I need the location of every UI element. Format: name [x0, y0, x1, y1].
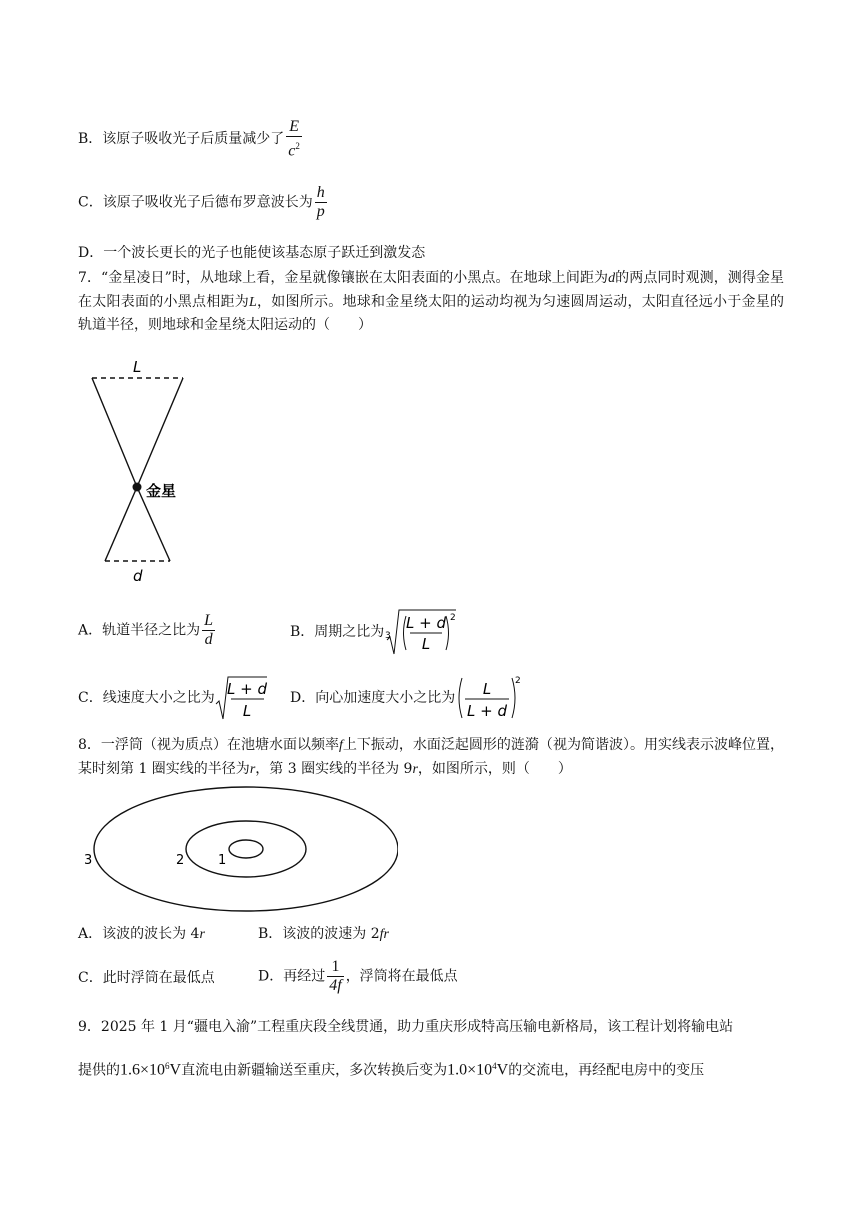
- q9-line-2: [78, 1056, 704, 1081]
- fraction-numerator: E: [286, 118, 302, 137]
- denominator-exponent: 2: [295, 141, 300, 151]
- q8-stem-part4: ，如图所示，则（ ）: [417, 760, 572, 777]
- root-index: 3: [385, 631, 392, 641]
- q9-voltage-2: 1.0×10: [447, 1061, 493, 1079]
- q6-option-b-fraction: [286, 118, 302, 160]
- q9-line-2-part-b: 直流电由新疆输送至重庆，多次转换后变为: [181, 1062, 448, 1079]
- q7-option-d-expression: [455, 674, 523, 722]
- q7-option-b-label: B．周期之比为: [290, 624, 385, 640]
- inner-denominator: L: [422, 635, 431, 653]
- ripple-label-2: 2: [176, 853, 185, 868]
- fraction-denominator: p: [316, 203, 325, 220]
- q7-option-d: [290, 674, 523, 722]
- q6-option-b: [78, 118, 304, 160]
- fraction-denominator: L + d: [467, 702, 508, 720]
- q8-stem-part2: 上下振动，水面泛起圆形的涟漪（视为简谐波）。用实线表示波峰位置，某时刻第 1 圈实线的半径为: [78, 737, 785, 777]
- q6-option-c: [78, 184, 329, 221]
- q8-option-d-tail: ，浮筒将在最低点: [345, 968, 458, 985]
- left-lower-ray: [105, 487, 137, 561]
- q8-option-a-var: r: [199, 927, 205, 942]
- ripple-1: [229, 840, 263, 858]
- q7-option-c-expression: [215, 674, 269, 722]
- q9-line-1: 9．2025 年 1 月“疆电入渝”工程重庆段全线贯通，助力重庆形成特高压输电新格局，该工程计划将输电站: [78, 1019, 734, 1035]
- venus-label: 金星: [146, 482, 177, 500]
- fraction-numerator: h: [316, 184, 325, 201]
- q9-voltage-2-exp: 4: [492, 1061, 497, 1071]
- q9-voltage-1-exp: 6: [165, 1061, 170, 1071]
- inner-numerator: L + d: [406, 614, 447, 632]
- q7-var-l: L: [249, 294, 257, 310]
- left-upper-ray: [92, 378, 137, 487]
- q8-stem-part3: ，第 3 圈实线的半径为 9: [255, 760, 413, 777]
- right-upper-ray: [137, 378, 183, 487]
- denominator-base: c: [288, 142, 296, 160]
- fraction-denominator: [286, 137, 302, 160]
- q7-option-b: [290, 606, 470, 658]
- power-exponent: 2: [450, 613, 457, 623]
- q8-stem-part1: 8．一浮筒（视为质点）在池塘水面以频率: [78, 737, 339, 753]
- q6-option-c-fraction: [315, 184, 327, 221]
- fraction-denominator: 4f: [329, 977, 342, 994]
- q9-voltage-1-unit: V: [169, 1061, 182, 1079]
- q8-option-d-fraction: [327, 958, 343, 995]
- q8-option-a: [78, 924, 205, 945]
- q6-option-c-label: C．该原子吸收光子后德布罗意波长为: [78, 194, 313, 211]
- q8-option-d-label: D．再经过: [258, 968, 326, 985]
- q8-var-r2: r: [412, 761, 418, 777]
- inner-denominator: L: [242, 702, 251, 720]
- bottom-label: d: [133, 567, 143, 585]
- fraction-numerator: L: [483, 680, 492, 698]
- q7-stem-part3: ，如图所示。地球和金星绕太阳的运动均视为匀速圆周运动，太阳直径远小于金星的轨道半径，则地球和金星绕太阳运动的（ ）: [78, 293, 785, 333]
- ripple-2: [186, 821, 306, 877]
- fraction-numerator: 1: [327, 958, 343, 977]
- left-paren: [459, 678, 462, 718]
- q8-ripple-figure: [78, 785, 398, 917]
- q8-option-d: [258, 958, 458, 995]
- q6-option-b-label: B．该原子吸收光子后质量减少了: [78, 131, 285, 148]
- q7-stem-part1: 7．“金星凌日”时，从地球上看，金星就像镶嵌在太阳表面的小黑点。在地球上间距为: [78, 270, 609, 286]
- q9-line-2-part-c: 的交流电，再经配电房中的变压: [508, 1062, 705, 1079]
- fraction-denominator: d: [204, 631, 213, 648]
- q7-stem-part2: 的两点同时观测，测得金星在太阳表面的小黑点相距为: [78, 270, 784, 310]
- q9-voltage-2-unit: V: [496, 1061, 509, 1079]
- q7-option-d-label: D．向心加速度大小之比为: [290, 690, 456, 706]
- inner-numerator: L + d: [226, 680, 267, 698]
- q7-option-c-label: C．线速度大小之比为: [78, 690, 215, 706]
- q8-var-f: f: [338, 738, 343, 753]
- q9-line-2-part-a: 提供的: [78, 1062, 120, 1079]
- ripple-label-3: 3: [84, 853, 93, 868]
- q7-var-d: d: [608, 271, 616, 286]
- q7-option-a-label: A．轨道半径之比为: [78, 622, 201, 639]
- power-exponent: 2: [515, 676, 521, 686]
- q7-option-b-expression: [384, 606, 470, 658]
- fraction-numerator: L: [204, 612, 214, 629]
- top-label: L: [133, 358, 142, 376]
- q6-option-d: D．一个波长更长的光子也能使该基态原子跃迁到激发态: [78, 245, 426, 261]
- q8-stem: [78, 734, 784, 781]
- q8-option-b-label: B．该波的波速为 2: [258, 926, 380, 942]
- q7-venus-figure: [80, 355, 220, 590]
- q8-option-b-var: fr: [379, 927, 389, 942]
- q7-option-c: [78, 674, 269, 722]
- q8-option-b: [258, 924, 389, 945]
- ripple-label-1: 1: [218, 853, 227, 868]
- q7-stem: [78, 267, 784, 338]
- q8-option-a-label: A．该波的波长为 4: [78, 926, 200, 942]
- q8-option-c: C．此时浮筒在最低点: [78, 970, 215, 986]
- q7-option-a-fraction: [202, 612, 215, 649]
- venus-dot: [133, 483, 142, 492]
- q8-var-r: r: [249, 761, 256, 777]
- ripple-3: [94, 787, 398, 911]
- right-paren: [446, 616, 449, 650]
- q9-voltage-1: 1.6×10: [120, 1061, 166, 1079]
- q7-option-a: [78, 612, 217, 649]
